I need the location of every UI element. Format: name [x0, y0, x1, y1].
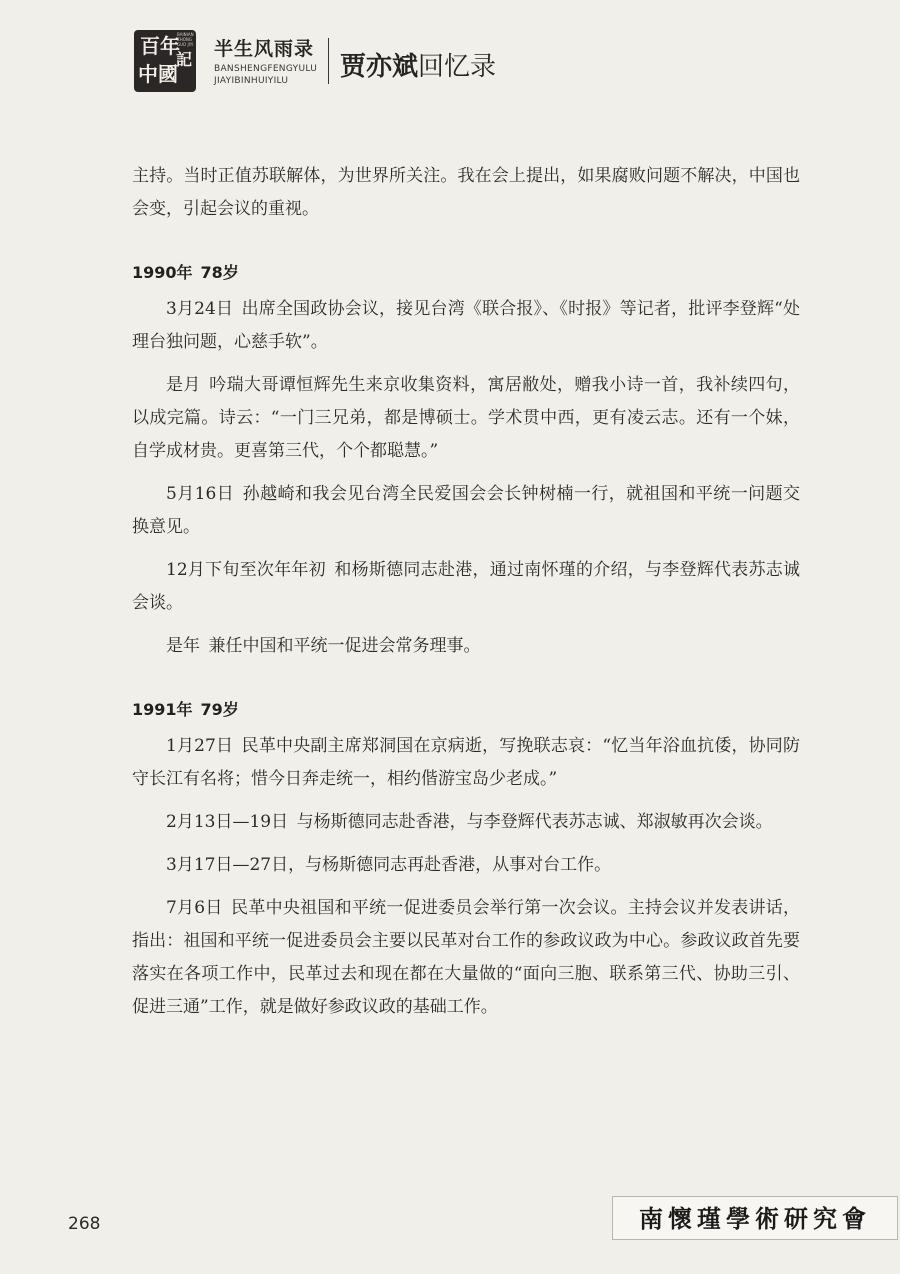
chronicle-entry: [132, 892, 800, 1024]
series-pinyin-line: BANSHENGFENGYULU: [214, 64, 318, 74]
entry-text: 出席全国政协会议，接见台湾《联合报》、《时报》等记者，批评李登辉“处理台独问题，心慈手软”。: [132, 299, 800, 352]
entry-text: 民革中央祖国和平统一促进委员会举行第一次会议。主持会议并发表讲话，指出：祖国和平统一促进委员会主要以民革对台工作的参政议政为中心。参政议政首先要落实在各项工作中，民革过去和现在都在大量做的“面向三胞、联系第三代、协助三引、促进三通”工作，就是做好参政议政的基础工作。: [132, 898, 800, 1017]
chronicle-entry: [132, 478, 800, 544]
seal-char: 記: [176, 50, 193, 69]
entry-text: 民革中央副主席郑洞国在京病逝，写挽联志哀：“忆当年浴血抗倭，协同防守长江有名将；惜今日奔走统一，相约偕游宝岛少老成。”: [132, 736, 800, 789]
chronicle-entry: [132, 849, 800, 882]
entry-date: 是年: [166, 636, 200, 656]
header-divider: [328, 38, 329, 84]
year-label: 1990年: [132, 263, 193, 282]
entry-date: 1月27日: [166, 736, 234, 756]
entry-date: 12月下旬至次年年初: [166, 560, 326, 580]
entry-date: 是月: [166, 375, 201, 395]
chronicle-entry: [132, 806, 800, 839]
book-title: [340, 46, 496, 83]
seal-char: 國: [158, 62, 178, 86]
page-number: 268: [68, 1214, 101, 1234]
entry-text: 孙越崎和我会见台湾全民爱国会会长钟树楠一行，就祖国和平统一问题交换意见。: [132, 484, 800, 537]
entry-text: 与杨斯德同志再赴香港，从事对台工作。: [305, 855, 612, 875]
series-pinyin-line: JIAYIBINHUIYILU: [214, 76, 289, 86]
chronicle-entry: [132, 369, 800, 468]
age-label: 79岁: [200, 700, 239, 719]
entry-date: 5月16日: [166, 484, 235, 504]
year-heading: [132, 697, 800, 720]
page-content: [132, 160, 800, 1034]
entry-date: 2月13日—19日: [166, 812, 289, 832]
year-heading: [132, 260, 800, 283]
series-seal-logo: [134, 30, 196, 92]
chronicle-entry: [132, 293, 800, 359]
entry-text: 兼任中国和平统一促进会常务理事。: [208, 636, 481, 656]
seal-char: 年: [160, 34, 180, 58]
watermark-stamp: 南懷瑾學術研究會: [612, 1196, 898, 1240]
book-title-rest: 回忆录: [418, 52, 497, 82]
series-title: 半生风雨录: [214, 38, 315, 60]
seal-char: 百: [140, 34, 160, 58]
paragraph: 主持。当时正值苏联解体，为世界所关注。我在会上提出，如果腐败问题不解决，中国也会变，引起会议的重视。: [132, 166, 800, 219]
age-label: 78岁: [200, 263, 239, 282]
entry-date: 3月24日: [166, 299, 234, 319]
entry-text: 吟瑞大哥谭恒辉先生来京收集资料，寓居敝处，赠我小诗一首，我补续四句，以成完篇。诗云：“一门三兄弟，都是博硕士。学术贯中西，更有凌云志。还有一个妹，自学成材贵。更喜第三代，个个都聪慧。”: [132, 375, 801, 461]
seal-char: 中: [138, 62, 158, 86]
series-pinyin: [214, 63, 317, 87]
page-header: [134, 30, 834, 94]
entry-text: 和杨斯德同志赴港，通过南怀瑾的介绍，与李登辉代表苏志诚会谈。: [132, 560, 801, 613]
entry-text: 与杨斯德同志赴香港，与李登辉代表苏志诚、郑淑敏再次会谈。: [296, 812, 773, 832]
chronicle-entry: [132, 730, 800, 796]
year-label: 1991年: [132, 700, 193, 719]
chronicle-entry: [132, 630, 800, 663]
book-title-name: 贾亦斌: [340, 52, 419, 82]
entry-date: 3月17日—27日，: [166, 855, 306, 875]
chronicle-entry: [132, 554, 800, 620]
entry-date: 7月6日: [166, 898, 223, 918]
seal-pinyin: BAINIAN ZHONGGUO JIYI: [177, 32, 194, 47]
